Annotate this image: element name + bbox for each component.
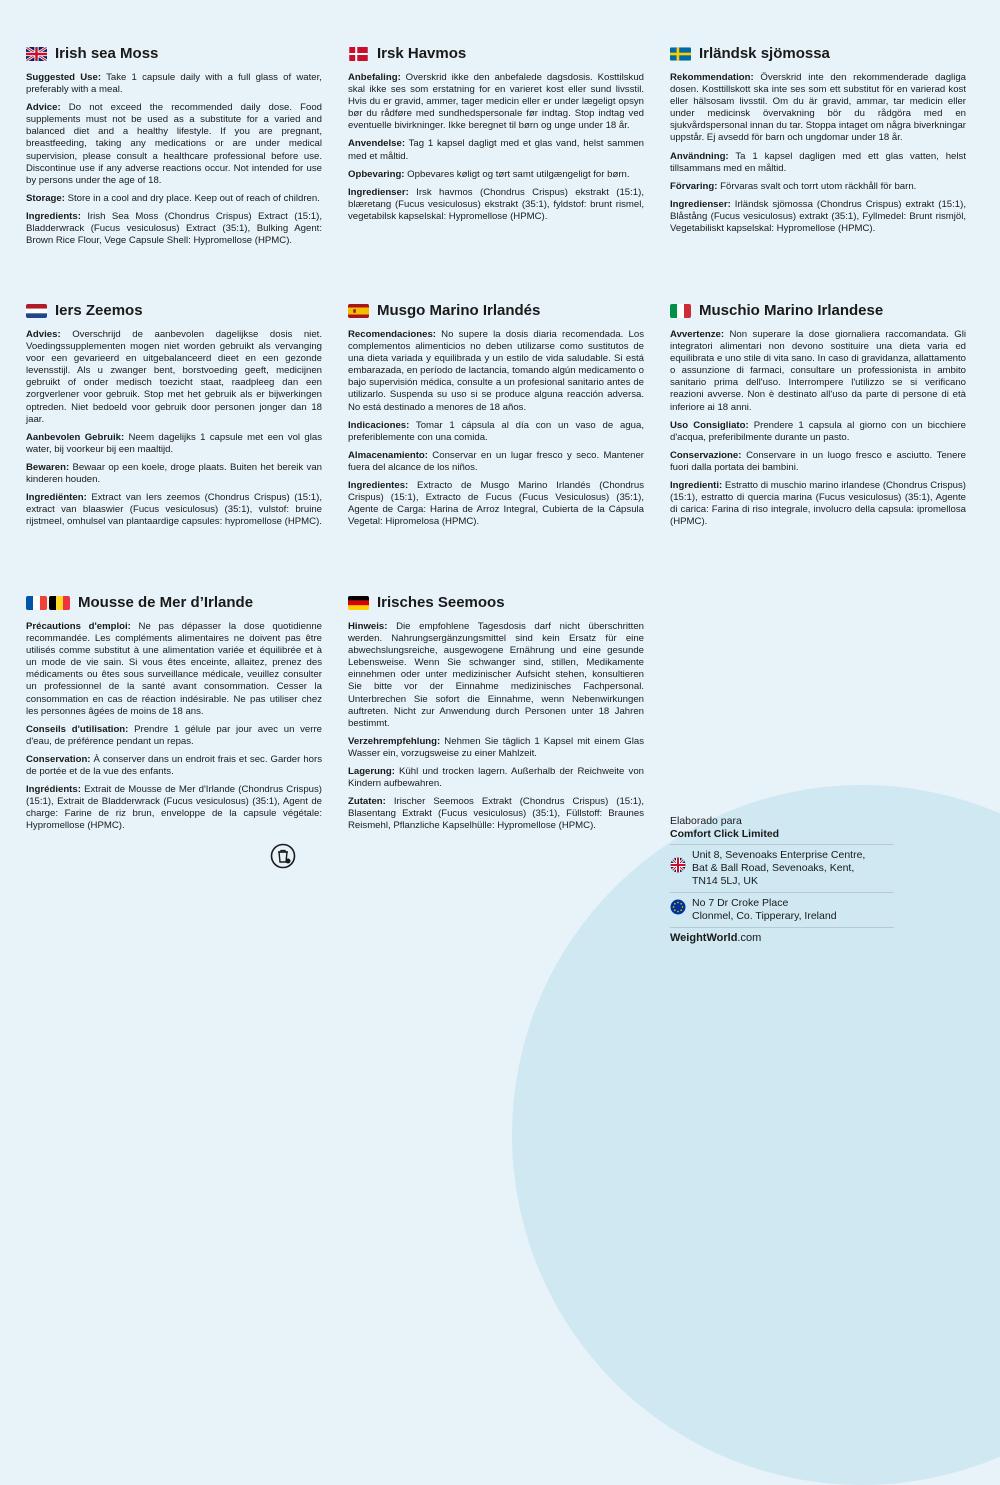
paragraph-label: Ingredienser: xyxy=(670,198,731,210)
paragraph-label: Recomendaciones: xyxy=(348,329,436,340)
info-paragraph xyxy=(26,492,322,528)
section-spanish xyxy=(348,302,644,534)
paragraph-label: Användning: xyxy=(670,150,729,162)
paragraph-label: Avvertenze: xyxy=(670,329,725,340)
paragraph-label: Ingredients: xyxy=(26,210,81,222)
info-paragraph xyxy=(670,181,966,193)
uk-address xyxy=(670,844,894,892)
info-paragraph xyxy=(26,329,322,426)
info-paragraph xyxy=(670,420,966,444)
paragraph-label: Indicaciones: xyxy=(348,419,410,431)
paragraph-text: Irländsk sjömossa (Chondrus Crispus) extrakt (15:1), Blåstång (Fucus vesiculosus) extrakt (35:1), Fyllmedel: Brunt rismjöl, Vegetabiliskt kapselskal: Hypromellose (HPMC). xyxy=(670,198,966,235)
paragraph-text: Conservare in un luogo fresco e asciutto. Tenere fuori dalla portata dei bambini. xyxy=(670,449,966,473)
paragraph-label: Verzehrempfehlung: xyxy=(348,735,441,747)
info-paragraph xyxy=(348,169,644,181)
paragraph-label: Advies: xyxy=(26,329,61,340)
info-paragraph xyxy=(670,480,966,528)
info-paragraph xyxy=(670,72,966,145)
germany-flag-icon xyxy=(348,596,369,610)
section-danish xyxy=(348,45,644,229)
paragraph-text: No supere la dosis diaria recomendada. Los complementos alimenticios no deben utilizarse como sustitutos de una dieta variada y equilibrada y un estilo de vida saludable. Si está embarazada, en período de lactancia, tomando algún medicamento o bajo supervisión médica, consulte a un profesional sanitario antes de utilizarlo. Suspenda su uso si se produce alguna reacción adversa. No está destinado a menores de 18 años. xyxy=(348,329,644,413)
paragraph-label: Aanbevolen Gebruik: xyxy=(26,431,125,443)
paragraph-text: Prendere 1 capsula al giorno con un bicchiere d'acqua, preferibilmente durante un pasto. xyxy=(670,419,966,443)
section-german xyxy=(348,594,644,839)
address-line: No 7 Dr Croke Place xyxy=(692,897,789,909)
paragraph-label: Uso Consigliato: xyxy=(670,419,749,431)
section-title: Irish sea Moss xyxy=(26,45,322,63)
paragraph-text: Conservar en un lugar fresco y seco. Mantener fuera del alcance de los niños. xyxy=(348,449,644,473)
section-title: Muschio Marino Irlandese xyxy=(670,302,966,320)
paragraph-label: Anvendelse: xyxy=(348,138,406,150)
belgium-flag-icon xyxy=(49,596,70,610)
paragraph-text: Ta 1 kapsel dagligen med ett glas vatten, helst tillsammans med en måltid. xyxy=(670,150,966,174)
uk-flag-icon xyxy=(670,857,686,873)
info-paragraph xyxy=(670,329,966,414)
recycle-bin-icon xyxy=(270,843,296,869)
paragraph-text: Store in a cool and dry place. Keep out of reach of children. xyxy=(64,192,320,204)
paragraph-label: Bewaren: xyxy=(26,461,70,473)
info-paragraph xyxy=(26,784,322,832)
paragraph-label: Opbevaring: xyxy=(348,168,405,180)
paragraph-text: Overschrijd de aanbevolen dagelijkse dosis niet. Voedingssupplementen mogen niet worden gebruikt als vervanging voor een gevarieerd en uitgebalanceerd dieet en een gezonde levensstijl. Als u zwanger bent, borstvoeding geeft, medicijnen gebruikt of onder medisch toezicht staat, raadpleeg dan een zorgverlener voor gebruik. Stop met het gebruik als er bijwerkingen optreden. Niet bedoeld voor gebruik door personen jonger dan 18 jaar. xyxy=(26,329,322,425)
info-paragraph xyxy=(348,138,644,162)
paragraph-label: Advice: xyxy=(26,102,61,114)
info-paragraph xyxy=(26,102,322,187)
info-paragraph xyxy=(348,621,644,730)
paragraph-label: Ingrédients: xyxy=(26,784,81,796)
info-paragraph xyxy=(348,766,644,790)
paragraph-label: Hinweis: xyxy=(348,621,388,632)
address-line: Clonmel, Co. Tipperary, Ireland xyxy=(692,910,837,922)
brand-website: WeightWorld.com xyxy=(670,927,894,945)
section-title: Irländsk sjömossa xyxy=(670,45,966,63)
uk-flag-icon xyxy=(26,47,47,61)
paragraph-text: Estratto di muschio marino irlandese (Chondrus Crispus) (15:1), estratto di quercia marina (Fucus vesiculosus) (35:1), Agente di carica: Farina di riso integrale, involucro della capsula: ipromellosa (HPMC). xyxy=(670,480,966,528)
info-paragraph xyxy=(26,724,322,748)
info-paragraph xyxy=(26,193,322,205)
paragraph-label: Conservation: xyxy=(26,753,91,765)
paragraph-text: Extracto de Musgo Marino Irlandés (Chondrus Crispus) (15:1), Extracto de Fucus (Fucus Vesiculosus) (35:1), Agente de Carga: Harina de Arroz Integral, Cubierta de la Cápsula Vegetal: Hipromelosa (HPMC). xyxy=(348,480,644,528)
paragraph-label: Almacenamiento: xyxy=(348,449,428,461)
sweden-flag-icon xyxy=(670,47,691,61)
info-paragraph xyxy=(348,736,644,760)
italy-flag-icon xyxy=(670,304,691,318)
paragraph-text: Irischer Seemoos Extrakt (Chondrus Crispus) (15:1), Blasentang Extrakt (Fucus vesiculosus) (35:1), Füllstoff: Braunes Reismehl, Pflanzliche Kapselhülle: Hypromellose (HPMC). xyxy=(348,796,644,832)
paragraph-text: Irsk havmos (Chondrus Crispus) ekstrakt (15:1), blæretang (Fucus vesiculosus) ekstrakt (35:1), fyldstof: brunt rismel, vegetabilsk kapselskal: Hypromellose (HPMC). xyxy=(348,186,644,222)
info-paragraph xyxy=(670,450,966,474)
paragraph-label: Ingredienti: xyxy=(670,480,723,492)
paragraph-text: Neem dagelijks 1 capsule met een vol glas water, bij voorkeur bij een maaltijd. xyxy=(26,431,322,455)
paragraph-text: Nehmen Sie täglich 1 Kapsel mit einem Glas Wasser ein, vorzugsweise zu einer Mahlzeit. xyxy=(348,735,644,759)
paragraph-label: Précautions d'emploi: xyxy=(26,621,131,632)
info-paragraph xyxy=(26,432,322,456)
spain-flag-icon xyxy=(348,304,369,318)
section-title: Musgo Marino Irlandés xyxy=(348,302,644,320)
paragraph-text: Opbevares køligt og tørt samt utilgængeligt for børn. xyxy=(404,168,630,180)
paragraph-label: Förvaring: xyxy=(670,180,718,192)
paragraph-text: Extract van Iers zeemos (Chondrus Crispus) (15:1), extract van blaaswier (Fucus vesiculosus) (35:1), vulstof: bruine rijstmeel, omhulsel van plantaardige capsules: hypromellose (HPMC). xyxy=(26,492,322,528)
info-paragraph xyxy=(348,329,644,414)
paragraph-text: À conserver dans un endroit frais et sec. Garder hors de portée et de la vue des enfants. xyxy=(26,753,322,778)
section-dutch xyxy=(26,302,322,534)
paragraph-text: Förvaras svalt och torrt utom räckhåll för barn. xyxy=(717,180,917,192)
paragraph-label: Storage: xyxy=(26,192,65,204)
eu-flag-icon xyxy=(670,899,686,915)
section-french xyxy=(26,594,322,839)
paragraph-label: Rekommendation: xyxy=(670,72,754,83)
company-name: Comfort Click Limited xyxy=(670,828,780,840)
info-paragraph xyxy=(348,480,644,528)
paragraph-text: Prendre 1 gélule par jour avec un verre d'eau, de préférence pendant un repas. xyxy=(26,723,322,747)
paragraph-label: Ingredientes: xyxy=(348,480,409,492)
section-swedish xyxy=(670,45,966,241)
info-paragraph xyxy=(26,754,322,778)
section-title: Irisches Seemoos xyxy=(348,594,644,612)
paragraph-text: Extrait de Mousse de Mer d'Irlande (Chondrus Crispus) (15:1), Extrait de Bladderwrack (Fucus vesiculosus) (35:1), Agent de charge: Farine de riz brun, enveloppe de la capsule végétale: Hypromellose (HPMC). xyxy=(26,784,322,832)
info-paragraph xyxy=(26,211,322,247)
info-paragraph xyxy=(348,450,644,474)
paragraph-label: Ingrediënten: xyxy=(26,492,87,504)
section-title: Iers Zeemos xyxy=(26,302,322,320)
paragraph-text: Non superare la dose giornaliera raccomandata. Gli integratori alimentari non devono sostituire una dieta varia ed equilibrata e uno stile di vita sano. In caso di gravidanza, allattamento o assunzione di farmaci, consultare un professionista in ambito sanitario prima dell'uso. Interrompere l'utilizzo se si verificano reazioni avverse. Non è destinato all'uso da parte di persone di età inferiore ai 18 anni. xyxy=(670,329,966,413)
paragraph-label: Lagerung: xyxy=(348,766,395,778)
denmark-flag-icon xyxy=(348,47,369,61)
paragraph-text: Irish Sea Moss (Chondrus Crispus) Extract (15:1), Bladderwrack (Fucus vesiculosus) Extract (35:1), Bulking Agent: Brown Rice Flour, Vege Capsule Shell: Hypromellose (HPMC). xyxy=(26,210,322,247)
paragraph-text: Tag 1 kapsel dagligt med et glas vand, helst sammen med et måltid. xyxy=(348,138,644,162)
paragraph-label: Zutaten: xyxy=(348,796,386,808)
paragraph-text: Take 1 capsule daily with a full glass of water, preferably with a meal. xyxy=(26,72,322,96)
info-paragraph xyxy=(26,621,322,718)
section-italian xyxy=(670,302,966,534)
paragraph-text: Ne pas dépasser la dose quotidienne recommandée. Les compléments alimentaires ne doivent pas être utilisés comme substitut à une alimentation variée et équilibrée et à un mode de vie sain. Si vous êtes enceinte, allaitez, prenez des médicaments ou êtes sous surveillance médicale, veuillez consulter un professionnel de la santé avant consommation. Cesser la consommation en cas de réaction indésirable. Ne pas utiliser chez les personnes âgées de moins de 18 ans. xyxy=(26,621,323,717)
paragraph-text: Die empfohlene Tagesdosis darf nicht überschritten werden. Nahrungsergänzungsmittel sind kein Ersatz für eine abwechslungsreiche, ausgewogene Ernährung und eine gesunde Lebensweise. Wenn Sie schwanger sind, stillen, Medikamente einnehmen oder unter medizinischer Aufsicht stehen, konsultieren Sie bitte vor der Einnahme medizinisches Fachpersonal. Unterbrechen Sie sofort die Einnahme, wenn Nebenwirkungen auftreten. Nicht zur Anwendung durch Personen unter 18 Jahren bestimmt. xyxy=(348,621,644,729)
address-line: Bat & Ball Road, Sevenoaks, Kent, xyxy=(692,862,855,874)
info-paragraph xyxy=(348,796,644,832)
paragraph-text: Överskrid inte den rekommenderade dagliga dosen. Kosttillskott ska inte ses som ett substitut för en varierad kost eller hälsosam livsstil. Om du är gravid, ammar, tar medicin eller under medicinsk övervakning bör du rådgöra med en sjukvårdspersonal innan du tar. Stoppa intaget om några biverkningar uppstår. Ej avsedd för barn och ungdomar under 18 år. xyxy=(670,72,966,144)
info-paragraph xyxy=(26,462,322,486)
info-paragraph xyxy=(348,72,644,132)
paragraph-text: Bewaar op een koele, droge plaats. Buiten het bereik van kinderen houden. xyxy=(26,461,322,486)
info-paragraph xyxy=(348,420,644,444)
paragraph-label: Anbefaling: xyxy=(348,72,401,83)
address-line: Unit 8, Sevenoaks Enterprise Centre, xyxy=(692,849,866,861)
paragraph-label: Conservazione: xyxy=(670,449,742,461)
section-title: Mousse de Mer d’Irlande xyxy=(26,594,322,612)
section-english xyxy=(26,45,322,253)
paragraph-label: Ingredienser: xyxy=(348,186,409,198)
paragraph-text: Tomar 1 cápsula al día con un vaso de agua, preferiblemente con una comida. xyxy=(348,419,644,443)
paragraph-text: Kühl und trocken lagern. Außerhalb der Reichweite von Kindern aufbewahren. xyxy=(348,766,644,790)
info-paragraph xyxy=(670,199,966,235)
info-paragraph xyxy=(26,72,322,96)
paragraph-text: Overskrid ikke den anbefalede dagsdosis. Kosttilskud skal ikke ses som erstatning for en varieret kost eller sund livsstil. Hvis du er gravid, ammer, tager medicin eller er under lægeligt opsyn bør du rådføre med sundhedspersonale før indtag. Stop indtag ved eventuelle bivirkninger. Ikke beregnet til børn og unge under 18 år. xyxy=(348,72,644,132)
info-paragraph xyxy=(348,187,644,223)
manufacturer-address xyxy=(670,815,894,945)
made-for-label: Elaborado para xyxy=(670,815,742,827)
address-line: TN14 5LJ, UK xyxy=(692,875,758,887)
france-flag-icon xyxy=(26,596,47,610)
paragraph-label: Conseils d'utilisation: xyxy=(26,723,129,735)
info-paragraph xyxy=(670,151,966,175)
paragraph-text: Do not exceed the recommended daily dose. Food supplements must not be used as a substitute for a varied and balanced diet and a healthy lifestyle. If you are pregnant, breastfeeding, taking any medications or are under medical supervision, please consult a healthcare professional before use. Discontinue use if any adverse reactions occur. Not intended for use by persons under the age of 18. xyxy=(26,102,322,186)
ie-address xyxy=(670,892,894,927)
section-title: Irsk Havmos xyxy=(348,45,644,63)
paragraph-label: Suggested Use: xyxy=(26,72,102,83)
netherlands-flag-icon xyxy=(26,304,47,318)
